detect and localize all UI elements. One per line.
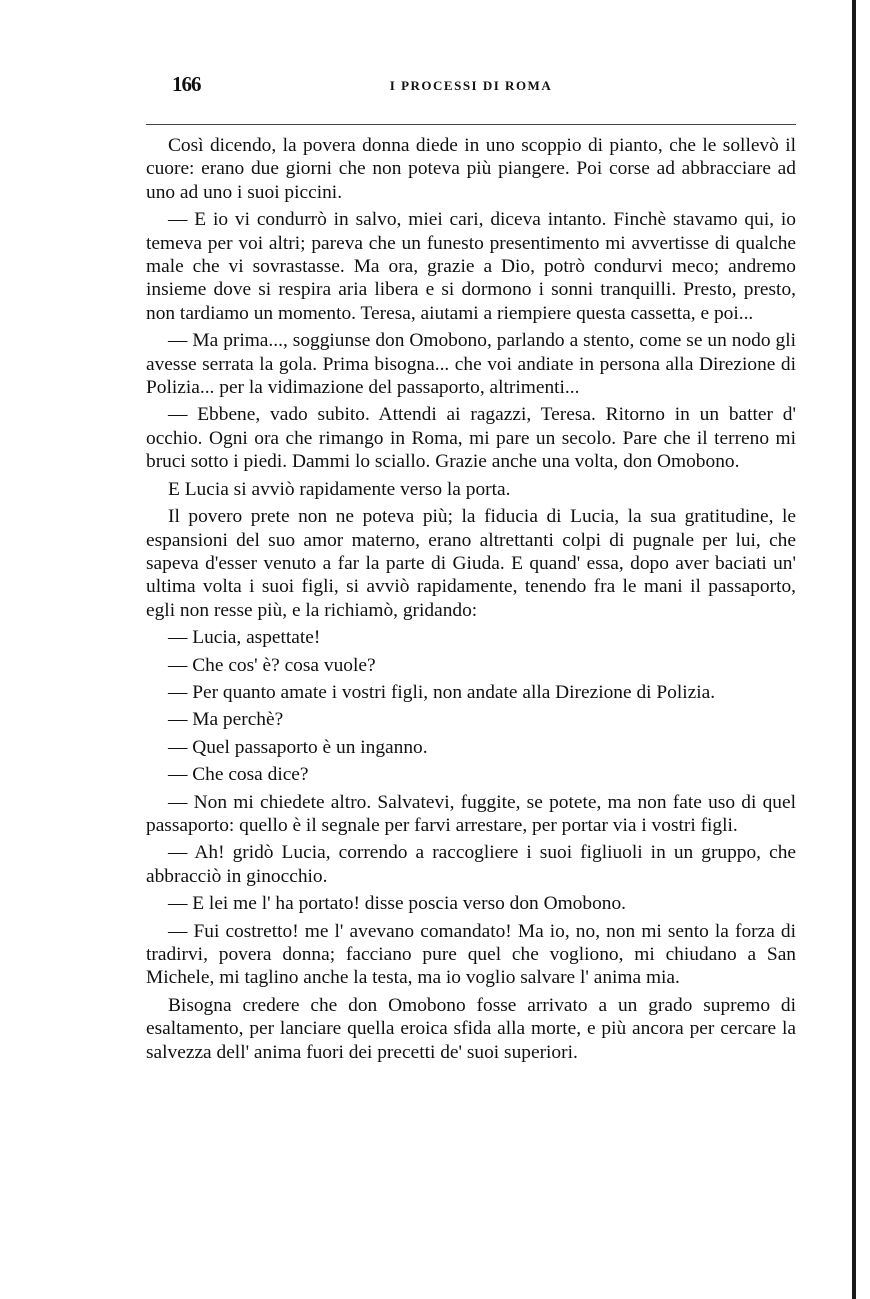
- paragraph: — Per quanto amate i vostri figli, non andate alla Direzione di Polizia.: [168, 681, 716, 703]
- paragraph: — Lucia, aspettate!: [168, 627, 321, 649]
- scan-edge-border: [852, 0, 856, 1299]
- paragraph: — Che cosa dice?: [168, 764, 309, 786]
- paragraph: — E io vi condurrò in salvo, miei cari, diceva intanto. Finchè stavamo qui, io temeva per voi altri; pareva che un funesto presentimento mi avvertisse di qualche male che vi sovrastasse. Ma ora, grazie a Dio, potrò condurvi meco; andremo insieme dove si respira aria libera e si dormono i sonni tranquilli. Presto, presto, non tardiamo un momento. Teresa, aiutami a riempiere questa cassetta, e poi...: [146, 209, 796, 324]
- paragraph: Il povero prete non ne poteva più; la fiducia di Lucia, la sua gratitudine, le espansioni del suo amor materno, erano altrettanti colpi di pugnale per lui, che sapeva d'esser venuto a far la parte di Giuda. E quand' essa, dopo aver baciati un' ultima volta i suoi figli, si avviò rapidamente, tenendo fra le mani il passaporto, egli non resse più, e la richiamò, gridando:: [146, 506, 796, 621]
- running-title: I PROCESSI DI ROMA: [389, 78, 553, 93]
- paragraph: — Ma prima..., soggiunse don Omobono, parlando a stento, come se un nodo gli avesse serrata la gola. Prima bisogna... che voi andiate in persona alla Direzione di Polizia... per la vidimazione del passaporto, altrimenti...: [146, 330, 796, 399]
- paragraph: E Lucia si avviò rapidamente verso la porta.: [168, 478, 511, 500]
- paragraph: — Quel passaporto è un inganno.: [168, 736, 428, 758]
- paragraph: — Che cos' è? cosa vuole?: [168, 654, 376, 676]
- header-rule: [146, 124, 796, 125]
- paragraph: Così dicendo, la povera donna diede in uno scoppio di pianto, che le sollevò il cuore: erano due giorni che non poteva più piangere. Poi corse ad abbracciare ad uno ad uno i suoi piccini.: [146, 135, 796, 203]
- page-header: [146, 72, 796, 98]
- paragraph: — Ma perchè?: [168, 709, 284, 731]
- page-number: 166: [172, 72, 201, 96]
- paragraph: — Ebbene, vado subito. Attendi ai ragazzi, Teresa. Ritorno in un batter d' occhio. Ogni ora che rimango in Roma, mi pare un secolo. Pare che il terreno mi bruci sotto i piedi. Dammi lo sciallo. Grazie anche una volta, don Omobono.: [146, 404, 796, 473]
- paragraph: — Non mi chiedete altro. Salvatevi, fuggite, se potete, ma non fate uso di quel passaporto: quello è il segnale per farvi arrestare, per portar via i vostri figli.: [146, 791, 796, 836]
- paragraph: — Fui costretto! me l' avevano comandato! Ma io, no, non mi sento la forza di tradirvi, povera donna; facciano pure quel che vogliono, mi chiudano a San Michele, mi taglino anche la testa, ma io voglio salvare l' anima mia.: [146, 920, 796, 989]
- body-text: [146, 134, 796, 1068]
- paragraph: Bisogna credere che don Omobono fosse arrivato a un grado supremo di esaltamento, per lanciare quella eroica sfida alla morte, e più ancora per cercare la salvezza dell' anima fuori dei precetti de' suoi superiori.: [146, 994, 796, 1063]
- paragraph: — E lei me l' ha portato! disse poscia verso don Omobono.: [168, 893, 627, 915]
- paragraph: — Ah! gridò Lucia, correndo a raccogliere i suoi figliuoli in un gruppo, che abbracciò in ginocchio.: [146, 842, 796, 887]
